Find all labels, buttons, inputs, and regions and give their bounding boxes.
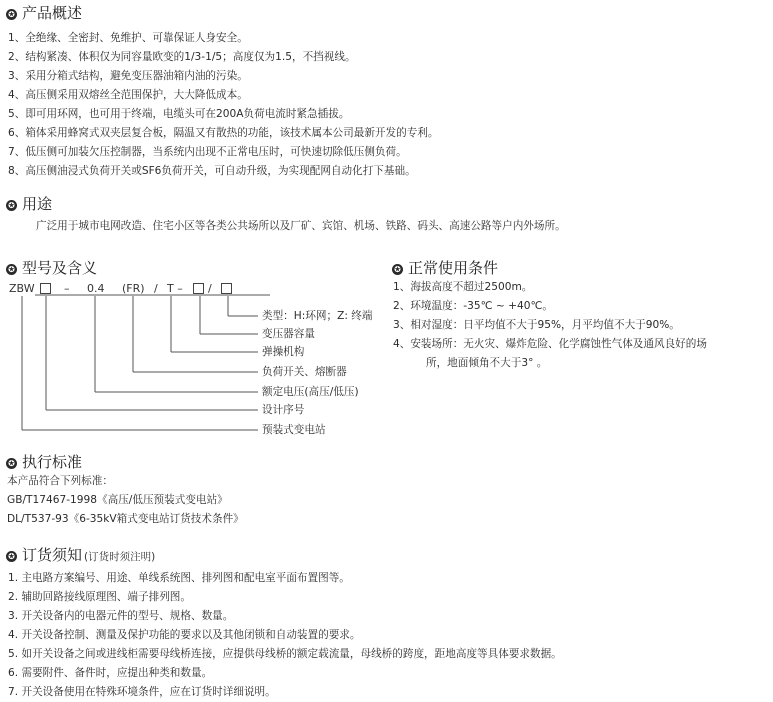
section-title-ordering: ✪ 订货须知 (订货时须注明): [6, 544, 155, 565]
list-item: 本产品符合下列标准：: [7, 475, 113, 487]
usage-text: 广泛用于城市电网改造、住宅小区等各类公共场所以及厂矿、宾馆、机场、铁路、码头、高速公路等户内外场所。: [36, 220, 566, 232]
list-item: 所，地面倾角不大于3° 。: [426, 357, 548, 369]
standards-list: [7, 472, 244, 529]
list-item: 3、相对湿度：日平均值不大于95%，月平均值不大于90%。: [393, 319, 680, 331]
list-item: 1. 主电路方案编号、用途、单线系统图、排列图和配电室平面布置图等。: [8, 572, 350, 584]
list-item: 7、低压侧可加装欠压控制器，当系统内出现不正常电压时，可快速切除低压侧负荷。: [8, 146, 407, 158]
model-label: 负荷开关、熔断器: [262, 366, 347, 378]
list-item: DL/T537-93《6-35kV箱式变电站订货技术条件》: [7, 513, 244, 525]
list-item: 3. 开关设备内的电器元件的型号、规格、数量。: [8, 610, 234, 622]
code-slash: /: [208, 282, 212, 295]
bullet-icon: ✪: [6, 9, 17, 20]
list-item: 4. 开关设备控制、测量及保护功能的要求以及其他闭锁和自动装置的要求。: [8, 629, 361, 641]
conditions-list: [393, 278, 707, 373]
model-label: 类型：H:环网；Z: 终端: [262, 310, 373, 322]
section-title-overview: ✪ 产品概述: [6, 2, 82, 23]
model-label: 弹操机构: [262, 346, 305, 358]
list-item: 1、海拔高度不超过2500m。: [393, 281, 533, 293]
ordering-subtitle: (订货时须注明): [84, 551, 156, 563]
list-item: 4、高压侧采用双熔丝全范围保护，大大降低成本。: [8, 89, 248, 101]
bullet-icon: ✪: [6, 200, 17, 211]
bullet-icon: ✪: [6, 264, 17, 275]
code-switch: (FR): [122, 282, 145, 295]
section-title-model: ✪ 型号及含义: [6, 257, 97, 278]
code-dash: –: [64, 282, 70, 295]
list-item: 6、箱体采用蜂窝式双夹层复合板，隔温又有散热的功能，该技术属本公司最新开发的专利。: [8, 127, 439, 139]
list-item: 2、环境温度：-35℃ ~ +40℃。: [393, 300, 553, 312]
bullet-icon: ✪: [6, 551, 17, 562]
list-item: 8、高压侧油浸式负荷开关或SF6负荷开关，可自动升级，为实现配网自动化打下基础。: [8, 165, 416, 177]
list-item: 4、安装场所：无火灾、爆炸危险、化学腐蚀性气体及通风良好的场: [393, 338, 707, 350]
model-label: 预装式变电站: [262, 424, 326, 436]
list-item: 5、即可用环网，也可用于终端，电缆头可在200A负荷电流时紧急插拔。: [8, 108, 350, 120]
section-title-conditions: ✪ 正常使用条件: [392, 257, 498, 278]
list-item: 2. 辅助回路接线原理图、端子排列图。: [8, 591, 191, 603]
model-label: 额定电压(高压/低压): [262, 386, 359, 398]
list-item: 5. 如开关设备之间或进线柜需要母线桥连接，应提供母线桥的额定载流量，母线桥的跨度，距地高度等具体要求数据。: [8, 648, 562, 660]
list-item: 6. 需要附件、备件时，应提出种类和数量。: [8, 667, 213, 679]
code-voltage: 0.4: [87, 282, 105, 295]
list-item: 7. 开关设备使用在特殊环境条件，应在订货时详细说明。: [8, 686, 276, 698]
code-prefix: ZBW: [9, 282, 35, 295]
model-label: 设计序号: [262, 404, 305, 416]
code-mechanism: T –: [167, 282, 183, 295]
list-item: GB/T17467-1998《高压/低压预装式变电站》: [7, 494, 228, 506]
model-label: 变压器容量: [262, 328, 315, 340]
list-item: 3、采用分箱式结构，避免变压器油箱内油的污染。: [8, 70, 248, 82]
ordering-list: [8, 569, 562, 702]
bullet-icon: ✪: [6, 458, 17, 469]
list-item: 1、全绝缘、全密封、免维护、可靠保证人身安全。: [8, 32, 248, 44]
section-title-standards: ✪ 执行标准: [6, 451, 82, 472]
section-title-usage: ✪ 用途: [6, 193, 52, 214]
list-item: 2、结构紧凑、体积仅为同容量欧变的1/3-1/5；高度仅为1.5，不挡视线。: [8, 51, 356, 63]
bullet-icon: ✪: [392, 264, 403, 275]
code-slash: /: [154, 282, 158, 295]
